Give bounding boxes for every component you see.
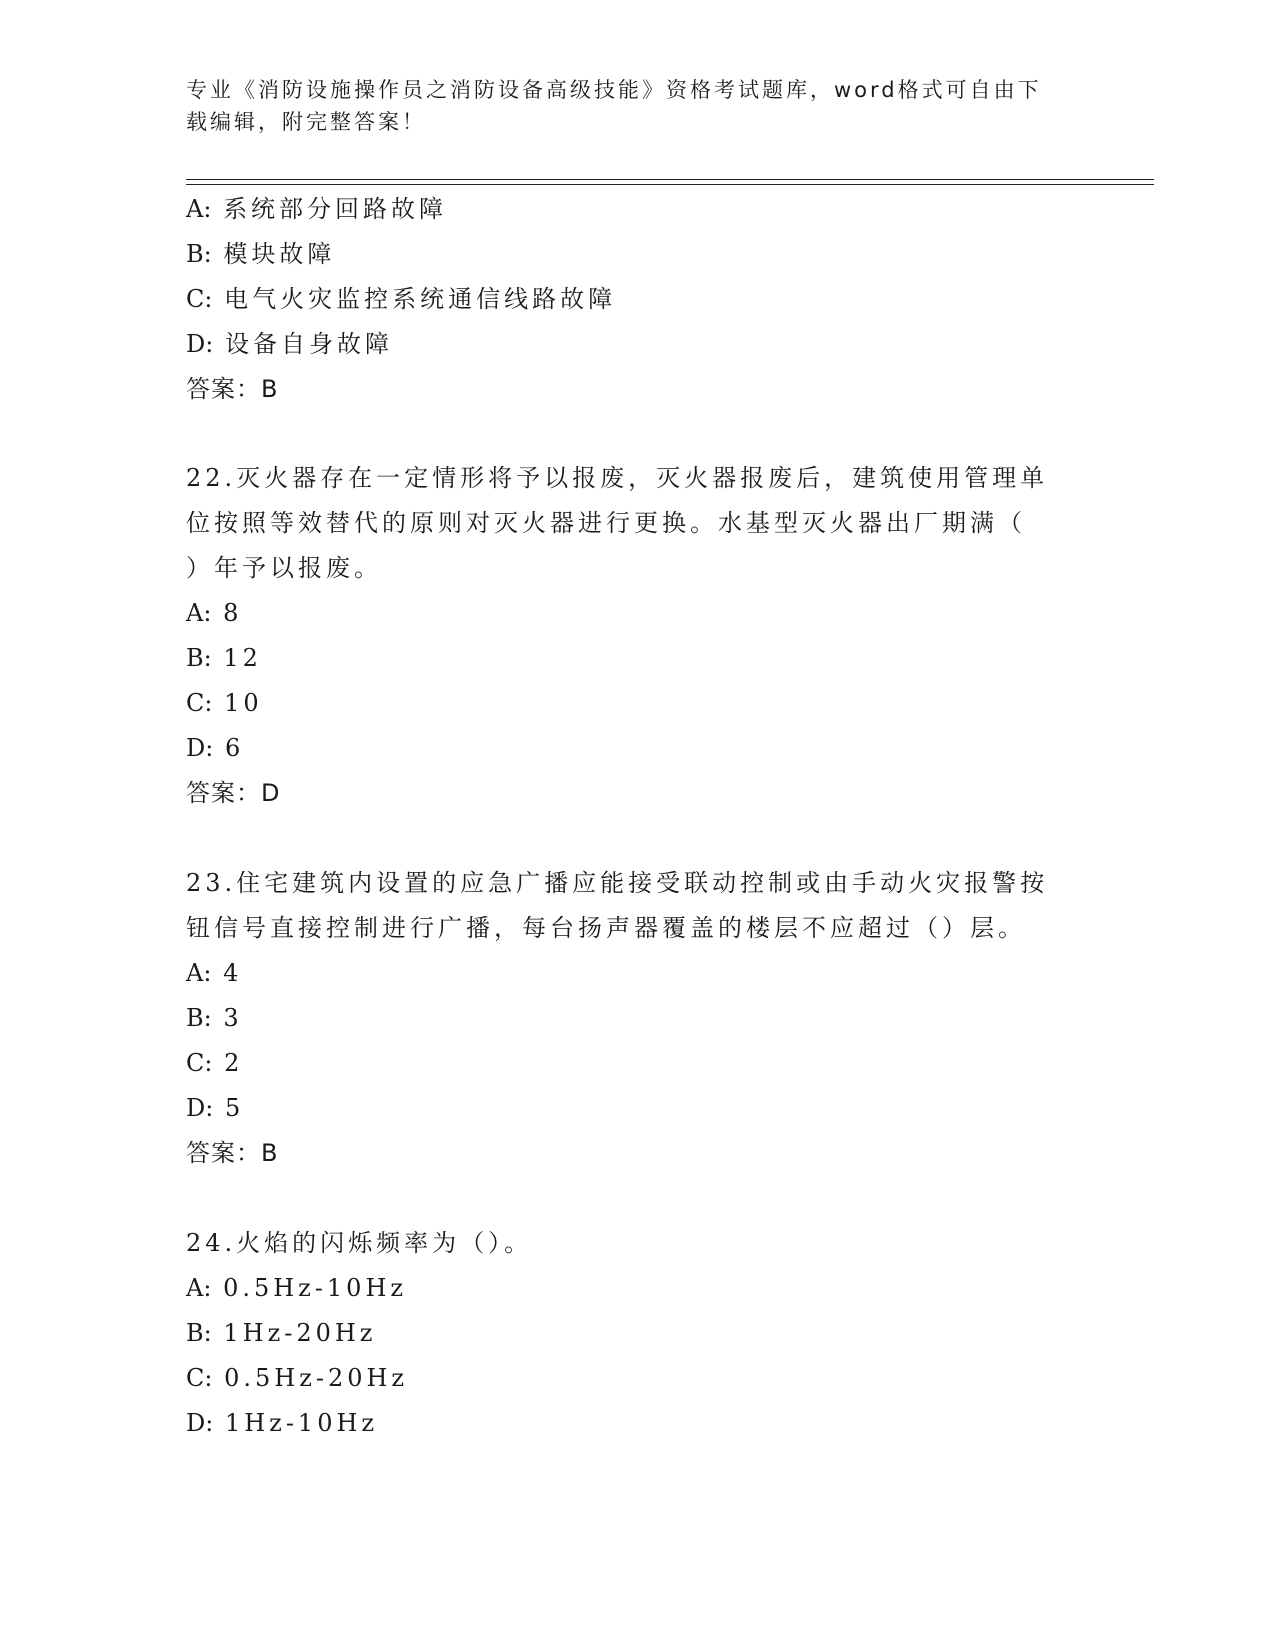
q24-stem-line-1: 24.火焰的闪烁频率为（）。 (186, 1229, 533, 1257)
option-text: 1Hz-20Hz (223, 1319, 377, 1347)
option-text: 模块故障 (223, 240, 336, 268)
option-label: D: (186, 330, 214, 358)
q21-option-a (186, 194, 447, 224)
option-label: B: (186, 1319, 212, 1347)
q23-option-d (186, 1093, 244, 1123)
header-rule-top (186, 179, 1154, 180)
option-label: C: (186, 285, 213, 313)
option-text: 1Hz-10Hz (224, 1409, 379, 1437)
option-label: D: (186, 1409, 214, 1437)
q22-stem-line-3: ）年予以报废。 (186, 554, 382, 582)
option-label: A: (186, 959, 212, 987)
q24-option-a (186, 1273, 407, 1303)
q21-option-c (186, 284, 616, 314)
q22-stem-line-1: 22.灭火器存在一定情形将予以报废，灭火器报废后，建筑使用管理单 (186, 464, 1049, 492)
option-label: A: (186, 1274, 212, 1302)
q21-answer: 答案：B (186, 375, 279, 403)
option-text: 4 (223, 959, 243, 987)
q23-stem-line-1: 23.住宅建筑内设置的应急广播应能接受联动控制或由手动火灾报警按 (186, 869, 1049, 897)
q23-option-c (186, 1048, 243, 1078)
option-text: 3 (223, 1004, 243, 1032)
option-text: 10 (224, 689, 263, 717)
option-label: C: (186, 1049, 213, 1077)
q23-option-a (186, 958, 242, 988)
option-label: A: (186, 599, 212, 627)
q21-option-d (186, 329, 393, 359)
q22-option-b (186, 643, 262, 673)
option-label: B: (186, 240, 212, 268)
option-label: D: (186, 734, 214, 762)
header-line-2: 载编辑，附完整答案！ (186, 110, 426, 134)
q24-option-c (186, 1363, 408, 1393)
q23-option-b (186, 1003, 243, 1033)
option-text: 0.5Hz-20Hz (224, 1364, 409, 1392)
option-text: 0.5Hz-10Hz (223, 1274, 408, 1302)
option-label: B: (186, 1004, 212, 1032)
option-text: 12 (223, 644, 262, 672)
q24-option-b (186, 1318, 376, 1348)
option-text: 系统部分回路故障 (223, 195, 448, 223)
q23-answer: 答案：B (186, 1139, 279, 1167)
option-label: A: (186, 195, 212, 223)
q23-stem-line-2: 钮信号直接控制进行广播，每台扬声器覆盖的楼层不应超过（）层。 (186, 914, 1026, 942)
q24-option-d (186, 1408, 378, 1438)
q22-option-d (186, 733, 244, 763)
option-label: C: (186, 1364, 213, 1392)
option-label: D: (186, 1094, 214, 1122)
option-text: 8 (223, 599, 243, 627)
q21-option-b (186, 239, 335, 269)
q22-answer: 答案：D (186, 779, 281, 807)
header-line-1: 专业《消防设施操作员之消防设备高级技能》资格考试题库，word格式可自由下 (186, 78, 1042, 102)
q22-stem-line-2: 位按照等效替代的原则对灭火器进行更换。水基型灭火器出厂期满（ (186, 509, 1026, 537)
document-header (186, 74, 1066, 138)
option-text: 2 (224, 1049, 244, 1077)
header-rule-bottom (186, 184, 1154, 185)
q22-option-c (186, 688, 263, 718)
option-text: 6 (224, 734, 245, 762)
option-text: 5 (224, 1094, 245, 1122)
option-label: C: (186, 689, 213, 717)
option-text: 电气火灾监控系统通信线路故障 (224, 285, 617, 313)
option-text: 设备自身故障 (224, 330, 393, 358)
q22-option-a (186, 598, 242, 628)
option-label: B: (186, 644, 212, 672)
